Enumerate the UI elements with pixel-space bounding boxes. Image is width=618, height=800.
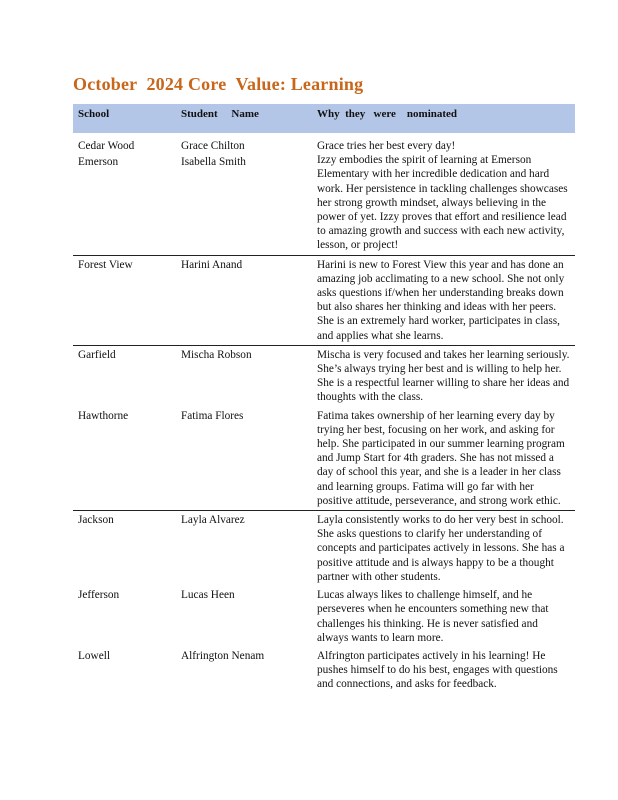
school-cell: Forest View xyxy=(78,258,133,271)
header-why-nominated: Why they were nominated xyxy=(317,108,458,120)
school-cell: Jefferson xyxy=(78,589,120,602)
why-cell: Fatima takes ownership of her learning every day by trying her best, focusing on her work, and asking for help. She participated in our summer learning program and Jump Start for 4th graders. She has not missed a day of school this year, and she is a leader in her class and learning groups. Fatima will go far with her positive attitude, perseverance, and strong work ethic. xyxy=(317,409,565,507)
student-cell: Lucas Heen xyxy=(181,589,235,602)
school-cell: Lowell xyxy=(78,649,110,662)
table-row xyxy=(73,153,575,255)
why-cell: Alfrington participates actively in his learning! He pushes himself to do his best, engages with questions and connections, and asks for feedback. xyxy=(317,649,558,691)
table-row xyxy=(73,511,575,586)
why-cell: Harini is new to Forest View this year and has done an amazing job acclimating to a new school. She not only asks questions if/when her understanding breaks down but also shares her thinking and ideas with her peers. She is an extremely hard worker, participates in class, and applies what she learns. xyxy=(317,258,565,342)
why-cell: Izzy embodies the spirit of learning at Emerson Elementary with her incredible dedication and hard work. Her persistence in tackling challenges showcases her strong growth mindset, always believing in the power of yet. Izzy proves that effort and resilience lead to amazing growth and success with each new activity, lesson, or project! xyxy=(317,154,568,252)
table-row xyxy=(73,256,575,346)
school-cell: Cedar Wood xyxy=(78,140,135,152)
school-cell: Jackson xyxy=(78,514,114,527)
table-row xyxy=(73,407,575,511)
table-header xyxy=(73,104,575,133)
why-cell: Mischa is very focused and takes her learning seriously. She’s always trying her best and is willing to help her. She is a respectful learner willing to share her ideas and thoughts with the class. xyxy=(317,348,570,404)
school-cell: Emerson xyxy=(78,156,119,169)
nominations-table xyxy=(73,104,575,692)
why-cell: Grace tries her best every day! xyxy=(317,140,456,152)
why-cell: Layla consistently works to do her very best in school. She asks questions to clarify her understanding of concepts and participates actively in lessons. She has a positive attitude and is always happy to be a thought partner with other students. xyxy=(317,514,565,583)
school-cell: Garfield xyxy=(78,348,116,361)
table-row xyxy=(73,586,575,647)
table-row xyxy=(73,346,575,407)
page-title: October 2024 Core Value: Learning xyxy=(73,74,364,94)
student-cell: Layla Alvarez xyxy=(181,514,245,527)
table-row xyxy=(73,647,575,692)
student-cell: Isabella Smith xyxy=(181,156,246,169)
table-row xyxy=(73,133,575,153)
school-cell: Hawthorne xyxy=(78,409,129,422)
header-school: School xyxy=(78,108,110,120)
header-student-name: Student Name xyxy=(181,108,259,120)
student-cell: Fatima Flores xyxy=(181,409,244,422)
student-cell: Mischa Robson xyxy=(181,348,252,361)
student-cell: Harini Anand xyxy=(181,258,243,271)
why-cell: Lucas always likes to challenge himself, and he perseveres when he encounters something new that challenges his thinking. He is never satisfied and always wants to learn more. xyxy=(317,589,549,644)
student-cell: Alfrington Nenam xyxy=(181,649,265,662)
student-cell: Grace Chilton xyxy=(181,140,245,152)
